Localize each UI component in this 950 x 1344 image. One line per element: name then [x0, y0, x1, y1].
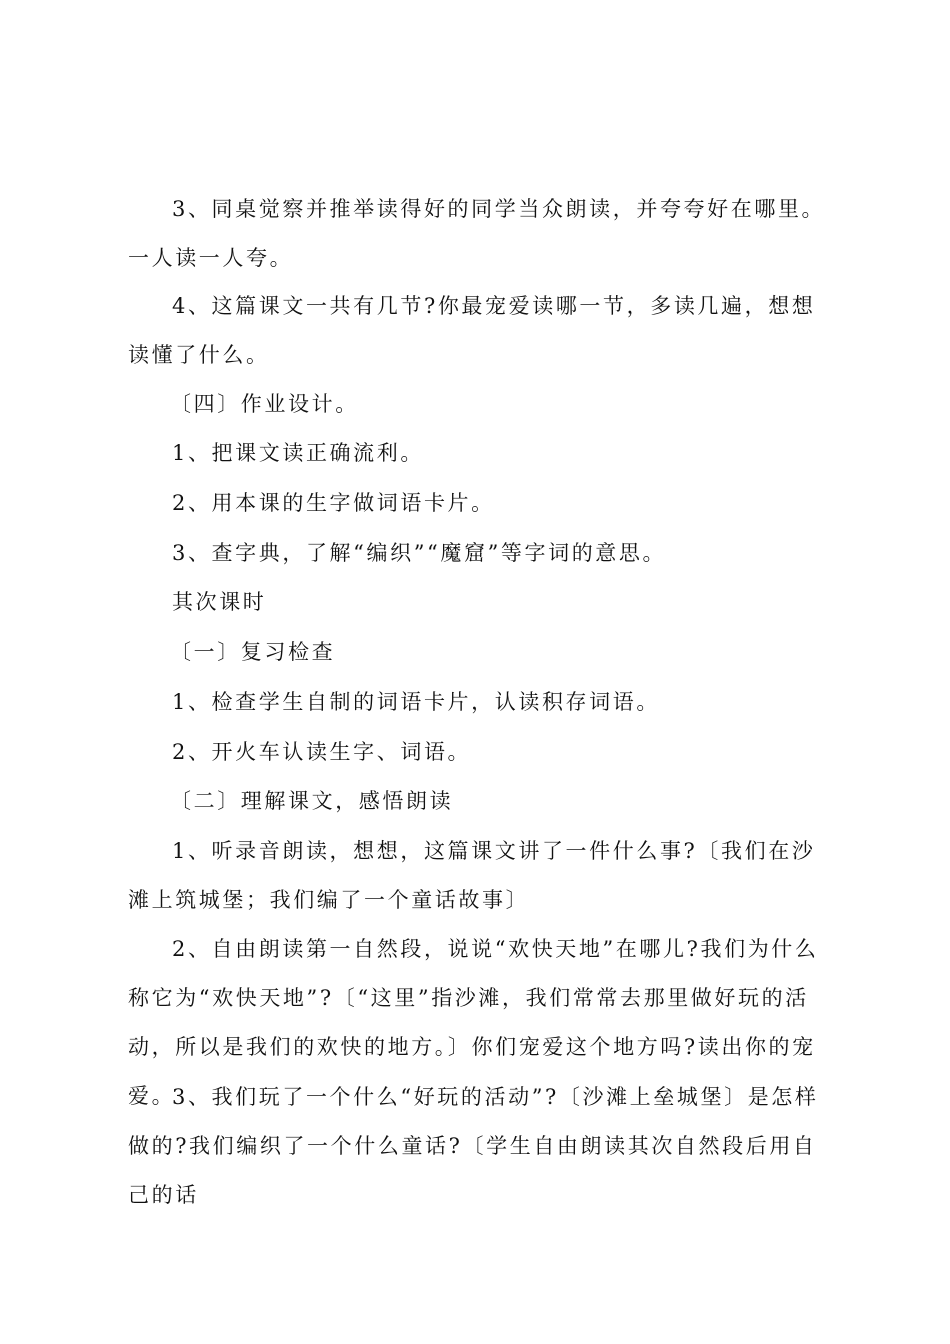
paragraph-3: 〔四〕作业设计。	[170, 392, 359, 416]
paragraph-6: 3、查字典，了解“编织”“魔窟”等字词的意思。	[172, 541, 667, 565]
paragraph-10: 2、开火车认读生字、词语。	[172, 740, 472, 764]
paragraph-4: 1、把课文读正确流利。	[172, 441, 424, 465]
paragraph-12: 1、听录音朗读，想想，这篇课文讲了一件什么事?〔我们在沙滩上筑城堡；我们编了一个童话故事〕	[128, 839, 816, 912]
paragraph-7: 其次课时	[172, 590, 267, 614]
paragraph-9: 1、检查学生自制的词语卡片，认读积存词语。	[172, 690, 660, 714]
paragraph-8: 〔一〕复习检查	[170, 640, 336, 664]
paragraph-5: 2、用本课的生字做词语卡片。	[172, 491, 495, 515]
paragraph-2: 4、这篇课文一共有几节?你最宠爱读哪一节，多读几遍，想想读懂了什么。	[128, 294, 816, 367]
paragraph-11: 〔二〕理解课文，感悟朗读	[170, 789, 454, 813]
paragraph-14: 3、我们玩了一个什么“好玩的活动”?〔沙滩上垒城堡〕是怎样做的?我们编织了一个什么童话?〔学生自由朗读其次自然段后用自己的话	[128, 1085, 819, 1207]
paragraph-1: 3、同桌觉察并推举读得好的同学当众朗读，并夸夸好在哪里。一人读一人夸。	[128, 197, 826, 270]
paragraph-13: 2、自由朗读第一自然段，说说“欢快天地”在哪儿?我们为什么称它为“欢快天地”?〔“这里”指沙滩，我们常常去那里做好玩的活动，所以是我们的欢快的地方。〕你们宠爱这个地方吗?读出你的宠爱。	[128, 937, 819, 1108]
